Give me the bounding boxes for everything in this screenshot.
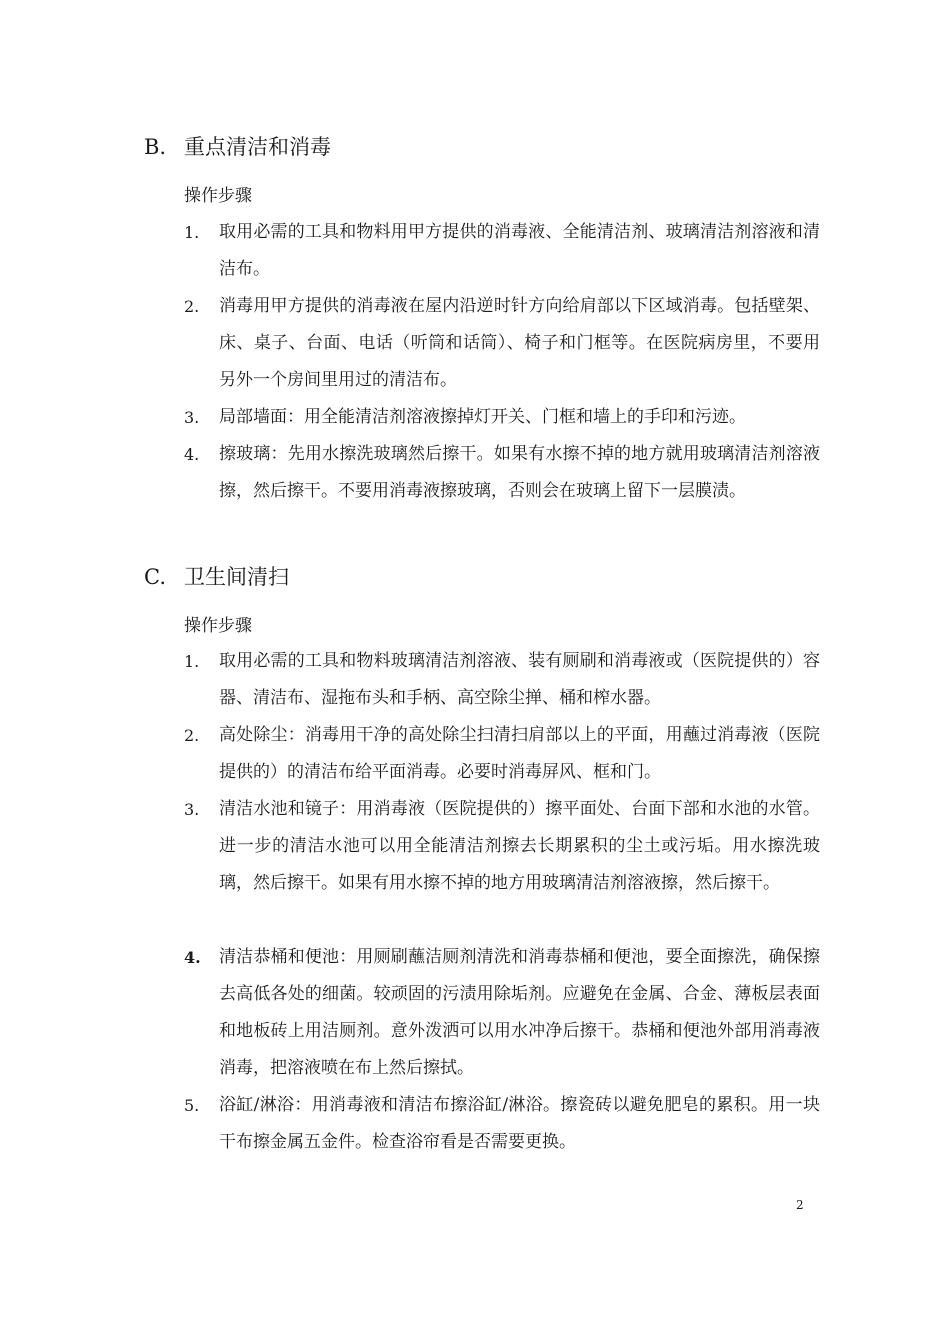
item-number: 4. bbox=[184, 445, 200, 464]
item-number: 2. bbox=[184, 726, 200, 745]
section-b-steps-label: 操作步骤 bbox=[184, 186, 252, 206]
section-c-heading bbox=[144, 562, 289, 592]
section-c-steps-label: 操作步骤 bbox=[184, 616, 252, 636]
section-c-item-5 bbox=[184, 1087, 820, 1161]
section-b-letter: B. bbox=[144, 135, 167, 159]
item-text: 清洁恭桶和便池：用厕刷蘸洁厕剂清洗和消毒恭桶和便池，要全面擦洗，确保擦去高低各处的细菌。较顽固的污渍用除垢剂。应避免在金属、合金、薄板层表面和地板砖上用洁厕剂。意外泼洒可以用水冲净后擦干。恭桶和便池外部用消毒液消毒，把溶液喷在布上然后擦拭。 bbox=[219, 947, 820, 1078]
item-number: 3. bbox=[184, 800, 200, 819]
section-c-letter: C. bbox=[144, 565, 166, 589]
item-text: 消毒用甲方提供的消毒液在屋内沿逆时针方向给肩部以下区域消毒。包括壁架、床、桌子、台面、电话（听筒和话筒）、椅子和门框等。在医院病房里，不要用另外一个房间里用过的清洁布。 bbox=[219, 296, 820, 390]
item-text: 高处除尘：消毒用干净的高处除尘扫清扫肩部以上的平面，用蘸过消毒液（医院提供的）的清洁布给平面消毒。必要时消毒屏风、框和门。 bbox=[219, 725, 820, 782]
item-text: 取用必需的工具和物料用甲方提供的消毒液、全能清洁剂、玻璃清洁剂溶液和清洁布。 bbox=[219, 222, 820, 279]
item-text: 取用必需的工具和物料玻璃清洁剂溶液、装有厕刷和消毒液或（医院提供的）容器、清洁布、湿拖布头和手柄、高空除尘掸、桶和榨水器。 bbox=[219, 651, 820, 708]
item-text: 擦玻璃：先用水擦洗玻璃然后擦干。如果有水擦不掉的地方就用玻璃清洁剂溶液擦，然后擦干。不要用消毒液擦玻璃，否则会在玻璃上留下一层膜渍。 bbox=[219, 444, 820, 501]
section-c-item-1 bbox=[184, 643, 820, 717]
section-c-item-3 bbox=[184, 791, 820, 902]
section-c-item-2 bbox=[184, 717, 820, 791]
item-number: 1. bbox=[184, 223, 200, 242]
item-text: 浴缸/淋浴：用消毒液和清洁布擦浴缸/淋浴。擦瓷砖以避免肥皂的累积。用一块干布擦金属五金件。检查浴帘看是否需要更换。 bbox=[219, 1095, 820, 1152]
section-b-item-3 bbox=[184, 399, 820, 436]
item-text: 局部墙面：用全能清洁剂溶液擦掉灯开关、门框和墙上的手印和污迹。 bbox=[219, 407, 746, 427]
item-number: 5. bbox=[184, 1096, 200, 1115]
section-b-title: 重点清洁和消毒 bbox=[184, 135, 331, 159]
item-number: 1. bbox=[184, 652, 200, 671]
item-number: 2. bbox=[184, 297, 200, 316]
section-c-item-4 bbox=[184, 939, 820, 1087]
item-number: 4. bbox=[184, 948, 201, 967]
section-b-heading bbox=[144, 132, 331, 162]
item-text: 清洁水池和镜子：用消毒液（医院提供的）擦平面处、台面下部和水池的水管。进一步的清洁水池可以用全能清洁剂擦去长期累积的尘土或污垢。用水擦洗玻璃，然后擦干。如果有用水擦不掉的地方用玻璃清洁剂溶液擦，然后擦干。 bbox=[219, 799, 820, 893]
section-b-item-2 bbox=[184, 288, 820, 399]
page-number: 2 bbox=[796, 1198, 804, 1212]
section-b-item-1 bbox=[184, 214, 820, 288]
section-c-title: 卫生间清扫 bbox=[184, 565, 289, 589]
item-number: 3. bbox=[184, 408, 200, 427]
section-b-item-4 bbox=[184, 436, 820, 510]
